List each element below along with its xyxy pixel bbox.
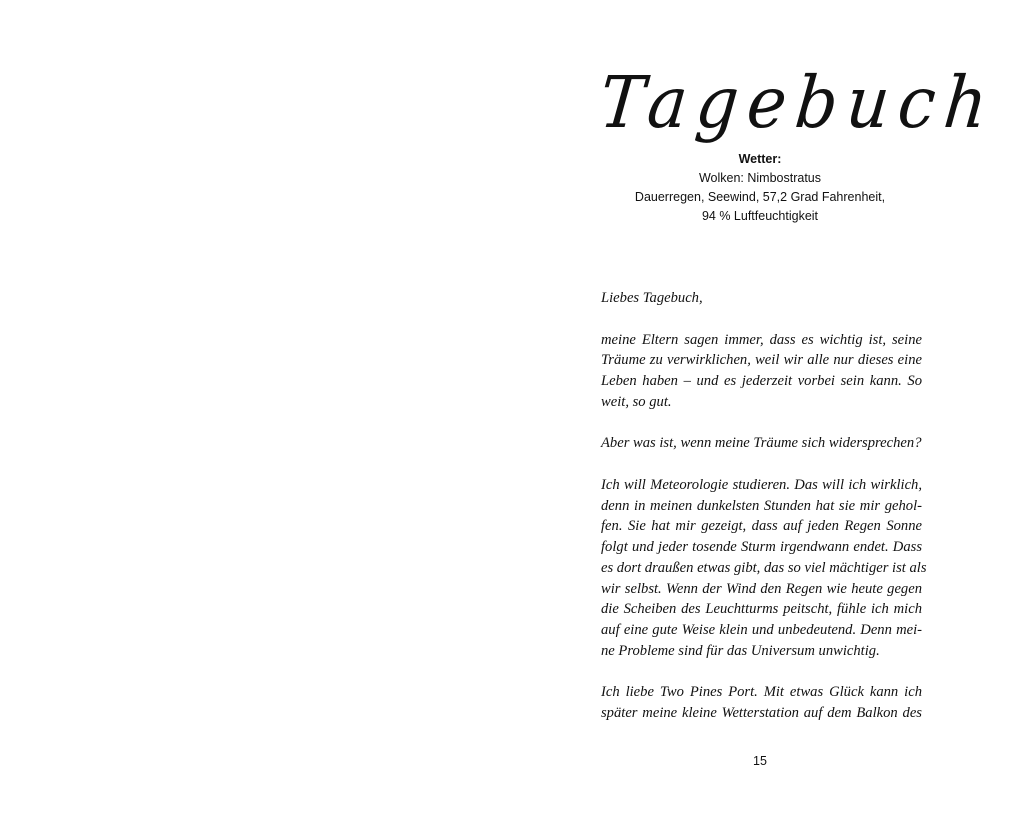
paragraph	[601, 330, 922, 413]
page-number: 15	[753, 754, 767, 768]
text-line: Ich will Meteorologie studieren. Das will ich wirklich,	[601, 476, 922, 493]
text-line: Träume zu verwirklichen, weil wir alle nur dieses eine	[601, 352, 922, 369]
text-line: wir selbst. Wenn der Wind den Regen wie heute gegen	[601, 580, 922, 597]
text-line: Aber was ist, wenn meine Träume sich widersprechen?	[601, 435, 922, 452]
weather-heading: Wetter:	[738, 152, 782, 166]
text-line: die Scheiben des Leuchtturms peitscht, fühle ich mich	[601, 601, 922, 618]
weather-clouds: Wolken: Nimbostratus	[698, 171, 822, 185]
weather-humidity: 94 % Luftfeuchtigkeit	[701, 209, 819, 223]
right-page	[510, 0, 1020, 813]
page-title: Tagebuch	[596, 60, 1000, 145]
text-line: Ich liebe Two Pines Port. Mit etwas Glück kann ich	[601, 684, 922, 701]
text-line: es dort draußen etwas gibt, das so viel mächtiger ist als	[601, 559, 927, 576]
weather-block	[590, 150, 930, 226]
paragraph	[601, 682, 922, 724]
text-line: fen. Sie hat mir gezeigt, dass auf jeden Regen Sonne	[601, 518, 922, 535]
text-line: ne Probleme sind für das Universum unwichtig.	[601, 642, 880, 659]
text-line: weit, so gut.	[601, 393, 672, 410]
diary-entry	[601, 288, 927, 745]
salutation	[601, 288, 922, 309]
text-line: denn in meinen dunkelsten Stunden hat sie mir gehol-	[601, 497, 922, 514]
text-line: Leben haben – und es jederzeit vorbei sein kann. So	[601, 373, 922, 389]
text-line: auf eine gute Weise klein und unbedeutend. Denn mei-	[601, 622, 922, 638]
text-line: später meine kleine Wetterstation auf dem Balkon des	[601, 705, 922, 721]
text-line: folgt und jeder tosende Sturm irgendwann endet. Dass	[601, 539, 922, 555]
text-line: Liebes Tagebuch,	[601, 290, 703, 306]
weather-conditions: Dauerregen, Seewind, 57,2 Grad Fahrenheit,	[634, 190, 886, 204]
paragraph	[601, 475, 927, 662]
paragraph	[601, 433, 922, 454]
text-line: meine Eltern sagen immer, dass es wichtig ist, seine	[601, 331, 922, 348]
